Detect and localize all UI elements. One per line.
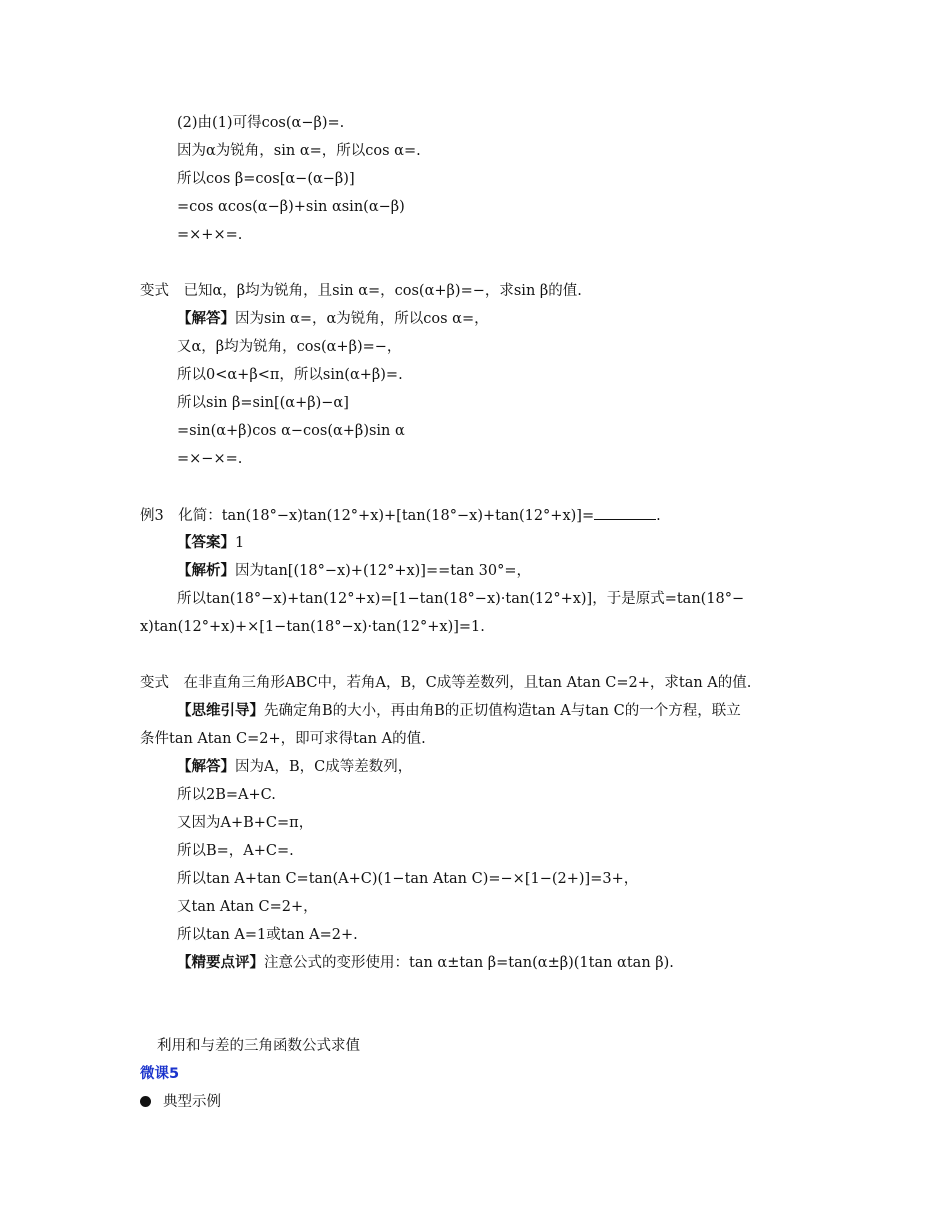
example3-analysis-line-2: 所以tan(18°−x)+tan(12°+x)=[1−tan(18°−x)·tan(12°+x)]，于是原式=tan(18°− [177, 591, 745, 607]
answer-blank [594, 505, 656, 520]
answer-tag: 【解答】 [177, 759, 235, 775]
micro-lesson-title: 微课5 [140, 1066, 180, 1082]
answer-tag: 【答案】 [177, 535, 235, 551]
part2-line-3: 所以cos β=cos[α−(α−β)] [177, 171, 355, 187]
variant2-comment-text: 注意公式的变形使用：tan α±tan β=tan(α±β)(1tan αtan β). [264, 955, 674, 971]
part2-line-1: (2)由(1)可得cos(α−β)=. [177, 115, 345, 131]
example3-answer: 1 [235, 535, 245, 551]
variant1-line-5: =sin(α+β)cos α−cos(α+β)sin α [177, 423, 405, 439]
variant1-line-4: 所以sin β=sin[(α+β)−α] [177, 395, 349, 411]
variant1-answer-line [177, 309, 489, 329]
variant2-answer-text: 因为A，B，C成等差数列， [235, 759, 413, 775]
variant2-line-5: 所以tan A+tan C=tan(A+C)(1−tan Atan C)=−×[1−(2+)]=3+， [177, 871, 639, 887]
variant2-answer-line [177, 757, 412, 777]
variant1-line-6: =×−×=. [177, 451, 243, 467]
variant2-line-3: 又因为A+B+C=π， [177, 815, 314, 831]
variant2-guide-text: 先确定角B的大小，再由角B的正切值构造tan A与tan C的一个方程，联立 [264, 703, 741, 719]
example3-answer-line [177, 533, 244, 553]
variant2-guide-line [177, 701, 741, 721]
part2-line-5: =×+×=. [177, 227, 243, 243]
part2-line-2: 因为α为锐角，sin α=，所以cos α=. [177, 143, 421, 159]
comment-tag: 【精要点评】 [177, 955, 264, 971]
example3-question-text: 例3 化简：tan(18°−x)tan(12°+x)+[tan(18°−x)+tan(12°+x)]= [140, 508, 595, 524]
example3-analysis-line [177, 561, 531, 581]
example3-question-end: . [656, 508, 661, 524]
variant2-line-4: 所以B=，A+C=. [177, 843, 294, 859]
variant1-line-2: 又α，β均为锐角，cos(α+β)=−， [177, 339, 402, 355]
typical-example-label: 典型示例 [163, 1094, 221, 1110]
variant2-question: 变式 在非直角三角形ABC中，若角A，B，C成等差数列，且tan Atan C=2+，求tan A的值. [140, 675, 752, 691]
variant2-line-7: 所以tan A=1或tan A=2+. [177, 927, 358, 943]
variant1-answer-text: 因为sin α=，α为锐角，所以cos α=， [235, 311, 489, 327]
analysis-tag: 【解析】 [177, 563, 235, 579]
example3-analysis-text: 因为tan[(18°−x)+(12°+x)]==tan 30°=， [235, 563, 532, 579]
variant2-line-2: 所以2B=A+C. [177, 787, 276, 803]
example3-analysis-line-3: x)tan(12°+x)+×[1−tan(18°−x)·tan(12°+x)]=1. [140, 619, 485, 635]
section-topic: 利用和与差的三角函数公式求值 [157, 1038, 360, 1054]
variant2-line-6: 又tan Atan C=2+， [177, 899, 318, 915]
variant2-comment-line [177, 953, 674, 973]
answer-tag: 【解答】 [177, 311, 235, 327]
variant1-line-3: 所以0<α+β<π，所以sin(α+β)=. [177, 367, 403, 383]
variant2-guide-line-2: 条件tan Atan C=2+，即可求得tan A的值. [140, 731, 426, 747]
variant1-question: 变式 已知α，β均为锐角，且sin α=，cos(α+β)=−，求sin β的值. [140, 283, 582, 299]
example3-question [140, 505, 661, 525]
part2-line-4: =cos αcos(α−β)+sin αsin(α−β) [177, 199, 405, 215]
typical-example-heading [140, 1092, 221, 1112]
guide-tag: 【思维引导】 [177, 703, 264, 719]
bullet-icon [140, 1096, 151, 1107]
